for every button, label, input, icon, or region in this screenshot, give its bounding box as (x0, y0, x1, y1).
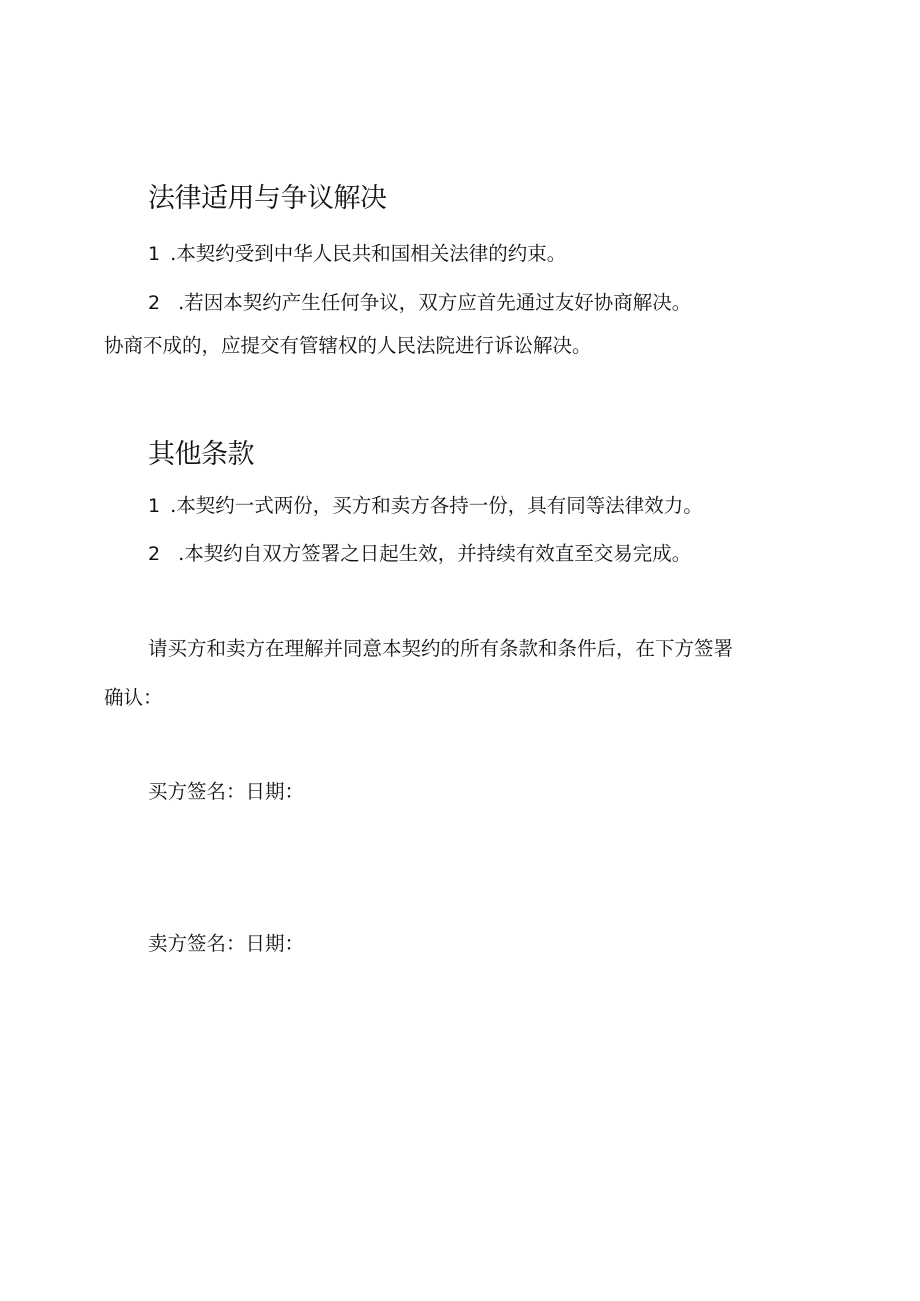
section-title-law: 法律适用与争议解决 (148, 183, 387, 214)
seller-signature-line: 卖方签名：日期： (148, 932, 305, 955)
other-clause-2 (148, 538, 691, 566)
clause-number: 2 (148, 543, 161, 565)
clause-number: 2 (148, 292, 161, 314)
clause-text: .若因本契约产生任何争议，双方应首先通过友好协商解决。 (178, 291, 692, 314)
buyer-signature-line: 买方签名：日期： (148, 780, 305, 803)
section-title-other: 其他条款 (148, 439, 254, 470)
law-clause-1 (148, 238, 566, 266)
clause-text: .本契约受到中华人民共和国相关法律的约束。 (170, 242, 567, 265)
confirmation-line-1: 请买方和卖方在理解并同意本契约的所有条款和条件后，在下方签署 (148, 637, 734, 660)
clause-text: .本契约自双方签署之日起生效，并持续有效直至交易完成。 (178, 542, 692, 565)
confirmation-line-2: 确认： (104, 686, 163, 709)
clause-number: 1 (148, 495, 161, 517)
other-clause-1 (148, 490, 703, 518)
law-clause-2 (148, 287, 691, 315)
clause-text: .本契约一式两份，买方和卖方各持一份，具有同等法律效力。 (170, 494, 703, 517)
clause-number: 1 (148, 243, 161, 265)
law-clause-2-continuation: 协商不成的，应提交有管辖权的人民法院进行诉讼解决。 (104, 334, 592, 357)
